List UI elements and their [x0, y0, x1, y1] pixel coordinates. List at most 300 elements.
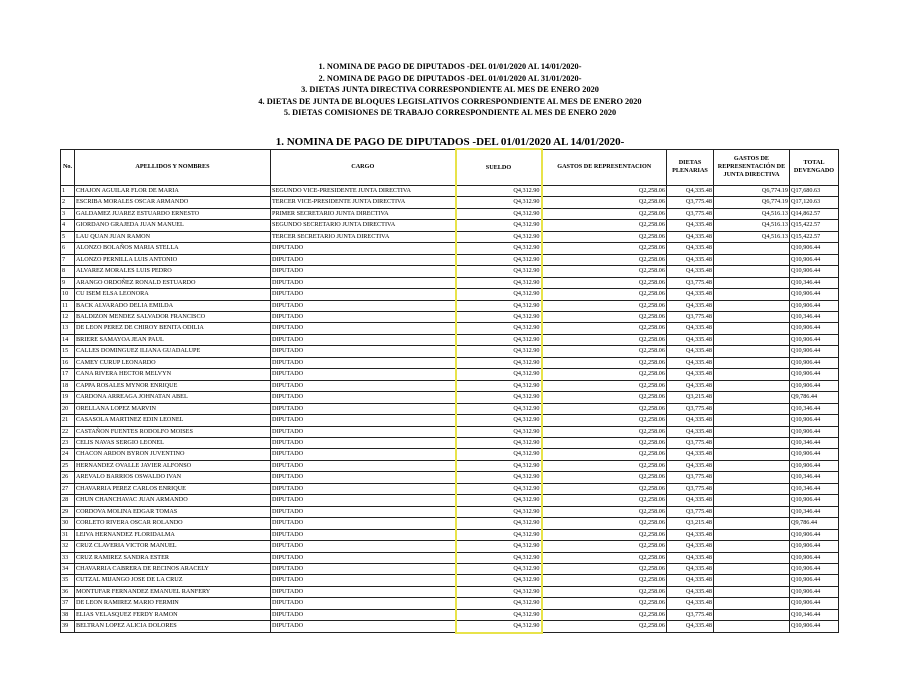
header-line: 2. NOMINA DE PAGO DE DIPUTADOS -DEL 01/01/2020 AL 31/01/2020-: [318, 73, 582, 83]
cell-cargo: DIPUTADO: [271, 415, 456, 426]
cell-gastos: Q2,258.06: [542, 495, 667, 506]
cell-no: 11: [61, 300, 75, 311]
cell-cargo: DIPUTADO: [271, 598, 456, 609]
cell-gastos-junta: [714, 483, 790, 494]
cell-nombre: CHACON ARDON BYRON JUVENTINO: [75, 449, 271, 460]
cell-dietas: Q3,215.48: [667, 518, 714, 529]
cell-no: 39: [61, 621, 75, 633]
section-title: 1. NOMINA DE PAGO DE DIPUTADOS -DEL 01/01/2020 AL 14/01/2020-: [275, 136, 625, 148]
cell-sueldo: Q4,312.90: [456, 254, 542, 265]
cell-total: Q9,786.44: [790, 518, 839, 529]
table-row: [61, 266, 839, 277]
cell-total: Q10,906.44: [790, 380, 839, 391]
cell-nombre: CARDONA ARREAGA JOHNATAN ABEL: [75, 392, 271, 403]
header-line: 1. NOMINA DE PAGO DE DIPUTADOS -DEL 01/01/2020 AL 14/01/2020-: [318, 62, 582, 71]
cell-total: Q10,906.44: [790, 266, 839, 277]
cell-nombre: CELIS NAVAS SERGIO LEONEL: [75, 437, 271, 448]
payroll-table: [60, 148, 839, 634]
cell-no: 20: [61, 403, 75, 414]
cell-dietas: Q4,335.48: [667, 369, 714, 380]
cell-cargo: DIPUTADO: [271, 392, 456, 403]
cell-cargo: DIPUTADO: [271, 403, 456, 414]
cell-no: 26: [61, 472, 75, 483]
cell-gastos-junta: [714, 266, 790, 277]
cell-gastos: Q2,258.06: [542, 506, 667, 517]
cell-total: Q10,346.44: [790, 437, 839, 448]
cell-gastos: Q2,258.06: [542, 437, 667, 448]
cell-total: Q10,906.44: [790, 449, 839, 460]
cell-cargo: DIPUTADO: [271, 369, 456, 380]
cell-gastos-junta: Q6,774.19: [714, 197, 790, 208]
column-header-total: TOTAL DEVENGADO: [790, 149, 839, 186]
cell-sueldo: Q4,312.90: [456, 346, 542, 357]
cell-dietas: Q4,335.48: [667, 231, 714, 242]
cell-nombre: CANA RIVERA HECTOR MELVYN: [75, 369, 271, 380]
table-row: [61, 598, 839, 609]
cell-sueldo: Q4,312.90: [456, 392, 542, 403]
cell-cargo: PRIMER SECRETARIO JUNTA DIRECTIVA: [271, 208, 456, 219]
cell-dietas: Q4,335.48: [667, 254, 714, 265]
cell-cargo: DIPUTADO: [271, 357, 456, 368]
cell-cargo: DIPUTADO: [271, 289, 456, 300]
cell-gastos-junta: [714, 323, 790, 334]
cell-no: 22: [61, 426, 75, 437]
cell-nombre: AREVALO BARRIOS OSWALDO IVAN: [75, 472, 271, 483]
cell-dietas: Q4,335.48: [667, 541, 714, 552]
cell-sueldo: Q4,312.90: [456, 197, 542, 208]
cell-total: Q10,906.44: [790, 460, 839, 471]
cell-sueldo: Q4,312.90: [456, 460, 542, 471]
table-row: [61, 403, 839, 414]
cell-dietas: Q4,335.48: [667, 300, 714, 311]
cell-no: 27: [61, 483, 75, 494]
cell-gastos-junta: [714, 289, 790, 300]
table-row: [61, 575, 839, 586]
cell-sueldo: Q4,312.90: [456, 369, 542, 380]
table-header-row: [61, 149, 839, 186]
cell-gastos-junta: Q4,516.13: [714, 208, 790, 219]
cell-sueldo: Q4,312.90: [456, 586, 542, 597]
cell-gastos-junta: [714, 357, 790, 368]
cell-sueldo: Q4,312.90: [456, 300, 542, 311]
cell-gastos: Q2,258.06: [542, 266, 667, 277]
cell-gastos: Q2,258.06: [542, 186, 667, 197]
cell-gastos: Q2,258.06: [542, 254, 667, 265]
cell-sueldo: Q4,312.90: [456, 323, 542, 334]
cell-gastos-junta: [714, 277, 790, 288]
cell-total: Q10,906.44: [790, 415, 839, 426]
cell-gastos-junta: Q6,774.19: [714, 186, 790, 197]
cell-dietas: Q3,775.48: [667, 311, 714, 322]
cell-gastos: Q2,258.06: [542, 220, 667, 231]
cell-nombre: CHAVARRIA CABRERA DE RECINOS ARACELY: [75, 563, 271, 574]
cell-gastos: Q2,258.06: [542, 369, 667, 380]
column-header-dietas: DIETAS PLENARIAS: [667, 149, 714, 186]
cell-total: Q10,906.44: [790, 529, 839, 540]
cell-gastos-junta: [714, 415, 790, 426]
cell-no: 32: [61, 541, 75, 552]
cell-gastos-junta: [714, 243, 790, 254]
cell-no: 7: [61, 254, 75, 265]
cell-total: Q10,346.44: [790, 403, 839, 414]
cell-no: 38: [61, 609, 75, 620]
table-row: [61, 311, 839, 322]
cell-gastos: Q2,258.06: [542, 518, 667, 529]
cell-dietas: Q3,775.48: [667, 472, 714, 483]
cell-sueldo: Q4,312.90: [456, 495, 542, 506]
table-row: [61, 300, 839, 311]
cell-nombre: CAMEY CURUP LEONARDO: [75, 357, 271, 368]
table-row: [61, 277, 839, 288]
table-row: [61, 472, 839, 483]
cell-sueldo: Q4,312.90: [456, 483, 542, 494]
cell-total: Q10,906.44: [790, 586, 839, 597]
cell-cargo: DIPUTADO: [271, 323, 456, 334]
document-headers: [0, 61, 900, 119]
cell-nombre: ESCRIBA MORALES OSCAR ARMANDO: [75, 197, 271, 208]
cell-dietas: Q3,775.48: [667, 277, 714, 288]
cell-nombre: ARANGO ORDOÑEZ RONALD ESTUARDO: [75, 277, 271, 288]
cell-sueldo: Q4,312.90: [456, 563, 542, 574]
cell-cargo: DIPUTADO: [271, 380, 456, 391]
cell-nombre: HERNANDEZ OVALLE JAVIER ALFONSO: [75, 460, 271, 471]
cell-gastos: Q2,258.06: [542, 621, 667, 633]
cell-no: 8: [61, 266, 75, 277]
table-row: [61, 449, 839, 460]
cell-total: Q10,906.44: [790, 495, 839, 506]
cell-dietas: Q3,775.48: [667, 197, 714, 208]
table-row: [61, 529, 839, 540]
cell-gastos: Q2,258.06: [542, 392, 667, 403]
cell-nombre: BALDIZON MENDEZ SALVADOR FRANCISCO: [75, 311, 271, 322]
cell-no: 6: [61, 243, 75, 254]
table-row: [61, 495, 839, 506]
cell-cargo: DIPUTADO: [271, 541, 456, 552]
cell-gastos-junta: [714, 426, 790, 437]
cell-gastos-junta: [714, 254, 790, 265]
cell-total: Q10,906.44: [790, 357, 839, 368]
cell-cargo: DIPUTADO: [271, 277, 456, 288]
cell-cargo: DIPUTADO: [271, 563, 456, 574]
cell-nombre: GIORDANO GRAJEDA JUAN MANUEL: [75, 220, 271, 231]
cell-no: 14: [61, 334, 75, 345]
cell-nombre: ALONZO PERNILLA LUIS ANTONIO: [75, 254, 271, 265]
cell-sueldo: Q4,312.90: [456, 437, 542, 448]
cell-gastos-junta: Q4,516.13: [714, 220, 790, 231]
cell-gastos: Q2,258.06: [542, 552, 667, 563]
cell-gastos: Q2,258.06: [542, 449, 667, 460]
cell-cargo: TERCER SECRETARIO JUNTA DIRECTIVA: [271, 231, 456, 242]
cell-no: 16: [61, 357, 75, 368]
cell-nombre: CHUN CHANCHAVAC JUAN ARMANDO: [75, 495, 271, 506]
cell-nombre: CORLETO RIVERA OSCAR ROLANDO: [75, 518, 271, 529]
cell-no: 3: [61, 208, 75, 219]
cell-no: 9: [61, 277, 75, 288]
table-row: [61, 426, 839, 437]
cell-cargo: SEGUNDO SECRETARIO JUNTA DIRECTIVA: [271, 220, 456, 231]
cell-nombre: CRUZ CLAVERIA VICTOR MANUEL: [75, 541, 271, 552]
cell-total: Q10,906.44: [790, 563, 839, 574]
cell-total: Q10,906.44: [790, 289, 839, 300]
cell-dietas: Q3,775.48: [667, 208, 714, 219]
cell-gastos-junta: Q4,516.13: [714, 231, 790, 242]
cell-no: 1: [61, 186, 75, 197]
cell-gastos-junta: [714, 621, 790, 633]
cell-no: 10: [61, 289, 75, 300]
table-row: [61, 415, 839, 426]
table-row: [61, 380, 839, 391]
cell-no: 30: [61, 518, 75, 529]
cell-no: 25: [61, 460, 75, 471]
column-header-nombre: APELLIDOS Y NOMBRES: [75, 149, 271, 186]
cell-sueldo: Q4,312.90: [456, 575, 542, 586]
cell-sueldo: Q4,312.90: [456, 334, 542, 345]
cell-nombre: ALVAREZ MORALES LUIS PEDRO: [75, 266, 271, 277]
cell-total: Q10,906.44: [790, 323, 839, 334]
cell-sueldo: Q4,312.90: [456, 243, 542, 254]
cell-gastos-junta: [714, 334, 790, 345]
cell-total: Q10,906.44: [790, 300, 839, 311]
cell-no: 21: [61, 415, 75, 426]
cell-dietas: Q4,335.48: [667, 529, 714, 540]
cell-cargo: SEGUNDO VICE-PRESIDENTE JUNTA DIRECTIVA: [271, 186, 456, 197]
header-line: 4. DIETAS DE JUNTA DE BLOQUES LEGISLATIVOS CORRESPONDIENTE AL MES DE ENERO 2020: [258, 96, 642, 106]
cell-cargo: DIPUTADO: [271, 621, 456, 633]
cell-gastos: Q2,258.06: [542, 323, 667, 334]
cell-gastos-junta: [714, 563, 790, 574]
cell-gastos: Q2,258.06: [542, 208, 667, 219]
cell-dietas: Q4,335.48: [667, 449, 714, 460]
cell-gastos-junta: [714, 541, 790, 552]
table-row: [61, 609, 839, 620]
cell-gastos: Q2,258.06: [542, 586, 667, 597]
cell-sueldo: Q4,312.90: [456, 231, 542, 242]
cell-no: 18: [61, 380, 75, 391]
cell-nombre: CAPPA ROSALES MYNOR ENRIQUE: [75, 380, 271, 391]
cell-nombre: CUTZAL MIJANGO JOSE DE LA CRUZ: [75, 575, 271, 586]
cell-total: Q9,786.44: [790, 392, 839, 403]
cell-gastos-junta: [714, 403, 790, 414]
cell-gastos: Q2,258.06: [542, 541, 667, 552]
cell-total: Q14,862.57: [790, 208, 839, 219]
cell-dietas: Q4,335.48: [667, 460, 714, 471]
cell-total: Q10,346.44: [790, 277, 839, 288]
cell-total: Q10,906.44: [790, 575, 839, 586]
cell-gastos: Q2,258.06: [542, 426, 667, 437]
cell-gastos-junta: [714, 437, 790, 448]
cell-no: 13: [61, 323, 75, 334]
cell-total: Q10,906.44: [790, 369, 839, 380]
cell-sueldo: Q4,312.90: [456, 208, 542, 219]
cell-gastos: Q2,258.06: [542, 357, 667, 368]
cell-dietas: Q4,335.48: [667, 186, 714, 197]
table-row: [61, 243, 839, 254]
cell-dietas: Q3,775.48: [667, 483, 714, 494]
cell-no: 35: [61, 575, 75, 586]
cell-gastos: Q2,258.06: [542, 289, 667, 300]
cell-nombre: BELTRAN LOPEZ ALICIA DOLORES: [75, 621, 271, 633]
cell-nombre: CASASOLA MARTINEZ EDIN LEONEL: [75, 415, 271, 426]
cell-sueldo: Q4,312.90: [456, 609, 542, 620]
cell-dietas: Q4,335.48: [667, 415, 714, 426]
cell-sueldo: Q4,312.90: [456, 518, 542, 529]
cell-dietas: Q4,335.48: [667, 289, 714, 300]
cell-nombre: CHAJON AGUILAR FLOR DE MARIA: [75, 186, 271, 197]
cell-cargo: TERCER VICE-PRESIDENTE JUNTA DIRECTIVA: [271, 197, 456, 208]
cell-no: 33: [61, 552, 75, 563]
table-row: [61, 197, 839, 208]
cell-cargo: DIPUTADO: [271, 266, 456, 277]
cell-gastos: Q2,258.06: [542, 243, 667, 254]
cell-nombre: GALDAMEZ JUAREZ ESTUARDO ERNESTO: [75, 208, 271, 219]
cell-no: 19: [61, 392, 75, 403]
cell-gastos-junta: [714, 506, 790, 517]
cell-gastos-junta: [714, 609, 790, 620]
cell-nombre: CHAVARRIA PEREZ CARLOS ENRIQUE: [75, 483, 271, 494]
cell-gastos-junta: [714, 575, 790, 586]
header-line: 5. DIETAS COMISIONES DE TRABAJO CORRESPONDIENTE AL MES DE ENERO 2020: [283, 108, 617, 118]
cell-sueldo: Q4,312.90: [456, 472, 542, 483]
cell-nombre: ALONZO BOLAÑOS MARIA STELLA: [75, 243, 271, 254]
cell-dietas: Q4,335.48: [667, 243, 714, 254]
table-row: [61, 586, 839, 597]
cell-dietas: Q4,335.48: [667, 575, 714, 586]
cell-sueldo: Q4,312.90: [456, 529, 542, 540]
cell-gastos-junta: [714, 598, 790, 609]
cell-cargo: DIPUTADO: [271, 426, 456, 437]
cell-gastos-junta: [714, 369, 790, 380]
cell-dietas: Q4,335.48: [667, 266, 714, 277]
cell-gastos-junta: [714, 552, 790, 563]
cell-gastos: Q2,258.06: [542, 472, 667, 483]
cell-dietas: Q3,775.48: [667, 506, 714, 517]
cell-total: Q10,906.44: [790, 598, 839, 609]
cell-cargo: DIPUTADO: [271, 243, 456, 254]
table-body: [61, 186, 839, 633]
table-row: [61, 506, 839, 517]
cell-no: 29: [61, 506, 75, 517]
cell-cargo: DIPUTADO: [271, 575, 456, 586]
cell-sueldo: Q4,312.90: [456, 357, 542, 368]
cell-no: 5: [61, 231, 75, 242]
table-row: [61, 289, 839, 300]
cell-dietas: Q4,335.48: [667, 495, 714, 506]
cell-cargo: DIPUTADO: [271, 586, 456, 597]
table-row: [61, 483, 839, 494]
cell-nombre: BACK ALVARADO DELIA EMILDA: [75, 300, 271, 311]
table-row: [61, 369, 839, 380]
column-header-gastos: GASTOS DE REPRESENTACION: [542, 149, 667, 186]
cell-gastos-junta: [714, 586, 790, 597]
cell-nombre: LEIVA HERNANDEZ FLORIDALMA: [75, 529, 271, 540]
cell-cargo: DIPUTADO: [271, 506, 456, 517]
table-row: [61, 460, 839, 471]
cell-no: 31: [61, 529, 75, 540]
cell-no: 28: [61, 495, 75, 506]
cell-gastos: Q2,258.06: [542, 598, 667, 609]
cell-nombre: MONTUFAR FERNANDEZ EMANUEL RANFERY: [75, 586, 271, 597]
cell-sueldo: Q4,312.90: [456, 289, 542, 300]
cell-nombre: CRUZ RAMIREZ SANDRA ESTER: [75, 552, 271, 563]
cell-sueldo: Q4,312.90: [456, 506, 542, 517]
cell-gastos: Q2,258.06: [542, 529, 667, 540]
cell-gastos: Q2,258.06: [542, 575, 667, 586]
cell-sueldo: Q4,312.90: [456, 426, 542, 437]
table-row: [61, 541, 839, 552]
table-row: [61, 186, 839, 197]
column-header-sueldo: SUELDO: [456, 149, 542, 186]
cell-cargo: DIPUTADO: [271, 495, 456, 506]
cell-gastos: Q2,258.06: [542, 380, 667, 391]
cell-total: Q17,680.63: [790, 186, 839, 197]
cell-no: 15: [61, 346, 75, 357]
cell-cargo: DIPUTADO: [271, 552, 456, 563]
cell-total: Q15,422.57: [790, 220, 839, 231]
cell-nombre: DE LEON PEREZ DE CHIROY BENITA ODILIA: [75, 323, 271, 334]
cell-dietas: Q3,215.48: [667, 392, 714, 403]
cell-cargo: DIPUTADO: [271, 518, 456, 529]
cell-gastos-junta: [714, 346, 790, 357]
cell-gastos-junta: [714, 518, 790, 529]
cell-total: Q10,906.44: [790, 541, 839, 552]
cell-sueldo: Q4,312.90: [456, 449, 542, 460]
cell-total: Q10,346.44: [790, 609, 839, 620]
table-row: [61, 208, 839, 219]
cell-nombre: ORELLANA LOPEZ MARVIN: [75, 403, 271, 414]
cell-dietas: Q3,775.48: [667, 403, 714, 414]
cell-gastos-junta: [714, 449, 790, 460]
cell-cargo: DIPUTADO: [271, 529, 456, 540]
cell-gastos-junta: [714, 311, 790, 322]
cell-nombre: CU ISEM ELSA LEONORA: [75, 289, 271, 300]
cell-dietas: Q4,335.48: [667, 563, 714, 574]
cell-dietas: Q4,335.48: [667, 380, 714, 391]
header-line: 3. DIETAS JUNTA DIRECTIVA CORRESPONDIENTE AL MES DE ENERO 2020: [301, 85, 599, 95]
table-row: [61, 346, 839, 357]
cell-sueldo: Q4,312.90: [456, 311, 542, 322]
table-row: [61, 392, 839, 403]
cell-sueldo: Q4,312.90: [456, 541, 542, 552]
cell-nombre: CORDOVA MOLINA EDGAR TOMAS: [75, 506, 271, 517]
cell-no: 23: [61, 437, 75, 448]
cell-cargo: DIPUTADO: [271, 437, 456, 448]
table-row: [61, 357, 839, 368]
column-header-no: No.: [61, 149, 75, 186]
cell-dietas: Q4,335.48: [667, 220, 714, 231]
cell-dietas: Q4,335.48: [667, 552, 714, 563]
column-header-gastos-junta: GASTOS DE REPRESENTACIÓN DE JUNTA DIRECTIVA: [714, 149, 790, 186]
cell-no: 36: [61, 586, 75, 597]
cell-cargo: DIPUTADO: [271, 449, 456, 460]
cell-cargo: DIPUTADO: [271, 609, 456, 620]
cell-gastos: Q2,258.06: [542, 415, 667, 426]
cell-total: Q10,906.44: [790, 621, 839, 633]
cell-total: Q10,906.44: [790, 334, 839, 345]
table-row: [61, 254, 839, 265]
cell-dietas: Q3,775.48: [667, 437, 714, 448]
cell-gastos: Q2,258.06: [542, 346, 667, 357]
cell-total: Q15,422.57: [790, 231, 839, 242]
table-row: [61, 518, 839, 529]
cell-dietas: Q4,335.48: [667, 357, 714, 368]
cell-no: 4: [61, 220, 75, 231]
cell-no: 37: [61, 598, 75, 609]
cell-cargo: DIPUTADO: [271, 300, 456, 311]
table-row: [61, 231, 839, 242]
cell-gastos: Q2,258.06: [542, 300, 667, 311]
cell-gastos: Q2,258.06: [542, 460, 667, 471]
cell-sueldo: Q4,312.90: [456, 380, 542, 391]
